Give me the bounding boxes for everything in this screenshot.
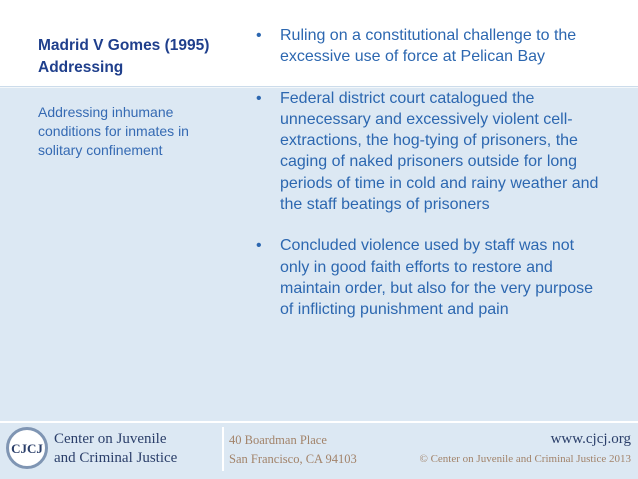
bullet-item (256, 25, 601, 68)
address-line-2: San Francisco, CA 94103 (229, 452, 357, 466)
bullet-item (256, 88, 601, 216)
address-line-1: 40 Boardman Place (229, 433, 327, 447)
bullet-list (256, 25, 601, 321)
cjcj-logo (6, 427, 216, 475)
bullet-text: Concluded violence used by staff was not only in good faith efforts to restore and maintain order, but also for the very purpose of inflicting punishment and pain (280, 237, 594, 319)
slide-description: Addressing inhumane conditions for inmates in solitary confinement (38, 104, 189, 158)
footer-vertical-divider (222, 427, 224, 471)
cjcj-seal-icon (6, 427, 48, 469)
bullet-text: Federal district court catalogued the unnecessary and excessively violent cell-extractions, the hog-tying of prisoners, the caging of naked prisoners outside for long periods of time in cold and rainy weather and the staff beatings of prisoners (280, 89, 599, 214)
copyright-text: © Center on Juvenile and Criminal Justice 2013 (419, 453, 631, 465)
bullet-item (256, 235, 601, 320)
org-name-line-2: and Criminal Justice (54, 450, 178, 466)
bullet-icon: • (256, 89, 262, 107)
slide-title-line-1: Madrid V Gomes (1995) (38, 37, 210, 54)
bullet-icon: • (256, 237, 262, 255)
slide-title-line-2: Addressing (38, 59, 124, 76)
website-link[interactable]: www.cjcj.org (550, 431, 631, 447)
bullet-icon: • (256, 27, 262, 44)
logo-initials: CJCJ (11, 441, 43, 456)
org-name-line-1: Center on Juvenile (54, 431, 167, 447)
org-name (54, 430, 177, 468)
bullet-text: Ruling on a constitutional challenge to the excessive use of force at Pelican Bay (280, 27, 577, 66)
slide-title (38, 35, 238, 79)
